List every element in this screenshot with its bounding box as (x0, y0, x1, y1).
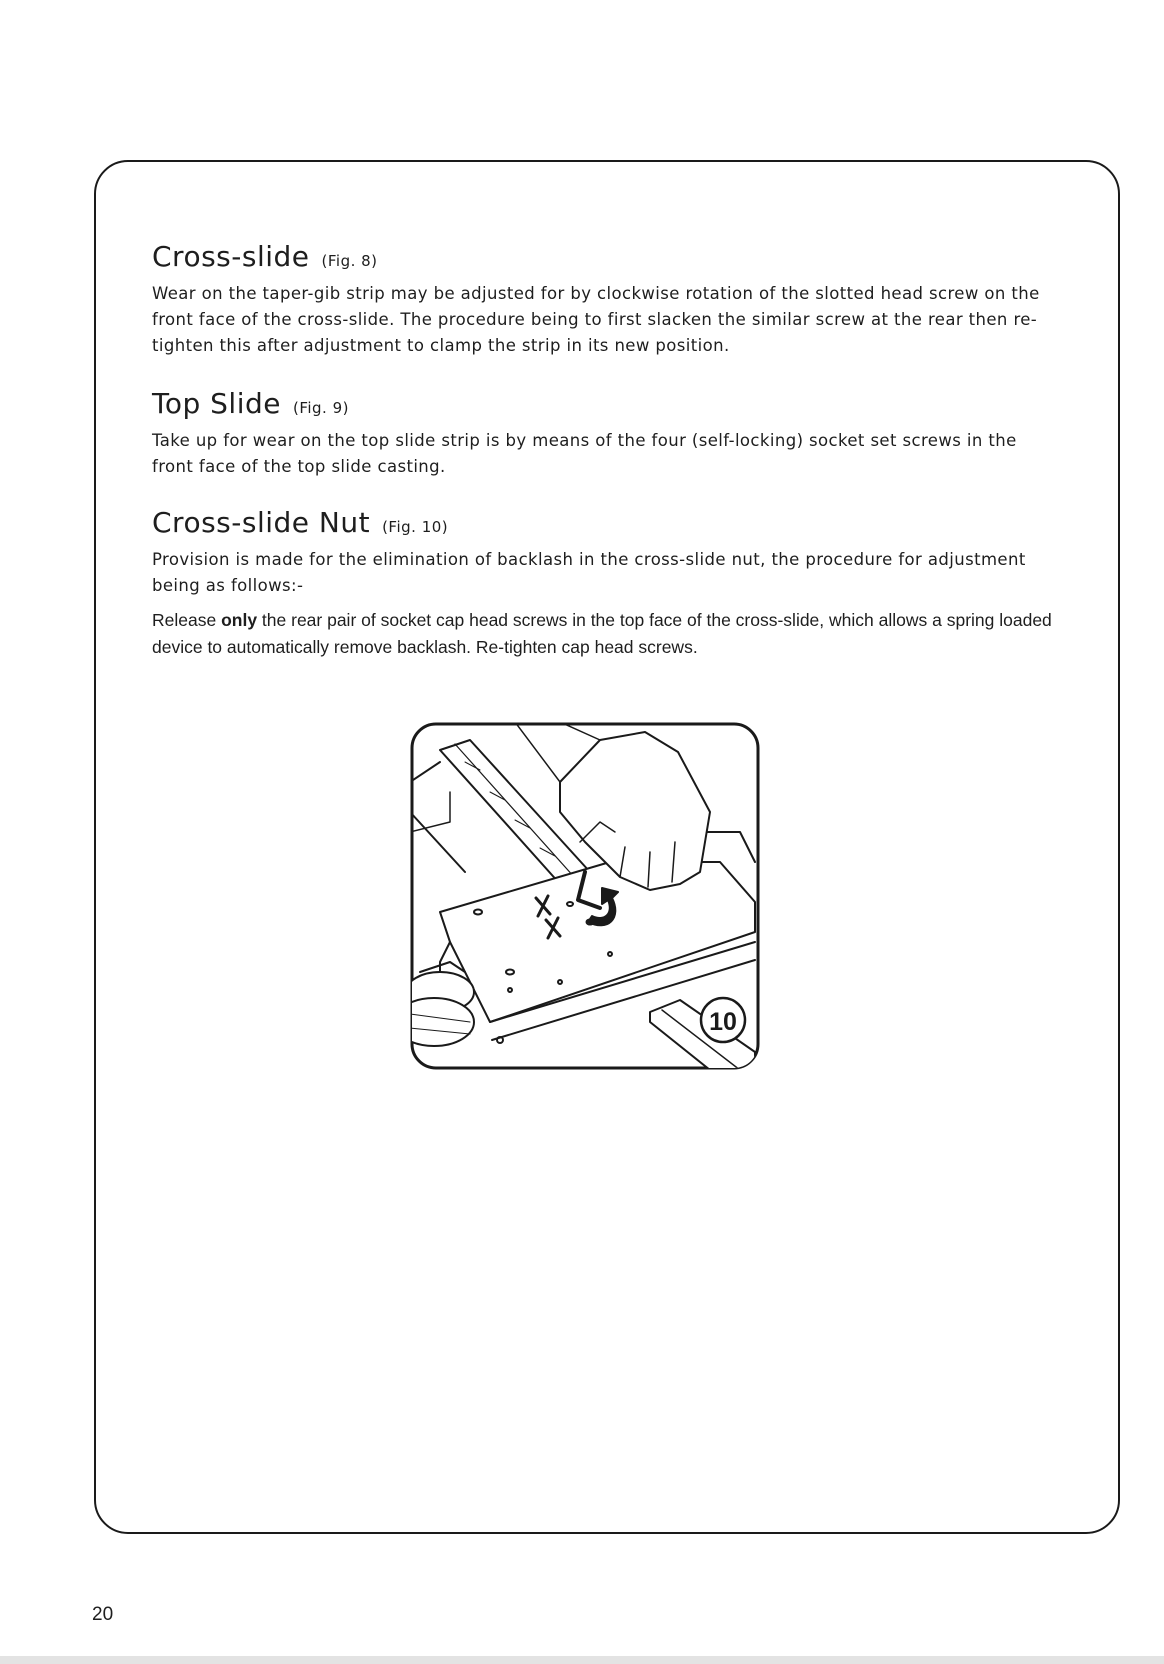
footer-strip (0, 1656, 1164, 1664)
figure-10-illustration (410, 722, 760, 1070)
section-title: Cross-slide Nut (152, 506, 371, 539)
instruction-text: Release (152, 609, 222, 630)
section-body: Take up for wear on the top slide strip is by means of the four (self-locking) socket set screws in the front face of the top slide casting. (152, 430, 1017, 476)
section-body: Provision is made for the elimination of backlash in the cross-slide nut, the procedure for adjustment being as follows:- (152, 549, 1026, 595)
figure-number-badge: 10 (709, 1008, 737, 1036)
page-number: 20 (92, 1604, 114, 1625)
section-title: Cross-slide (152, 240, 310, 273)
section-cross-slide-nut (152, 508, 1062, 661)
emphasis-only: only (221, 609, 258, 630)
section-heading (152, 242, 1062, 273)
section-body: Wear on the taper-gib strip may be adjusted for by clockwise rotation of the slotted head screw on the front face of the cross-slide. The procedure being to first slacken the similar screw at the rear then re-tighten this after adjustment to clamp the strip in its new position. (152, 283, 1040, 355)
section-title: Top Slide (152, 387, 281, 420)
figure-reference: (Fig. 9) (292, 399, 349, 417)
instruction-text: the rear pair of socket cap head screws in the top face of the cross-slide, which allows a spring loaded device to automatically remove backlash. Re-tighten cap head screws. (152, 609, 1052, 657)
cross-slide-drawing (410, 722, 760, 1070)
section-heading (152, 508, 1062, 539)
figure-reference: (Fig. 10) (382, 518, 449, 536)
section-top-slide (152, 389, 1062, 480)
instruction-paragraph (152, 607, 1062, 661)
section-cross-slide (152, 242, 1062, 359)
figure-reference: (Fig. 8) (321, 252, 378, 270)
section-heading (152, 389, 1062, 420)
